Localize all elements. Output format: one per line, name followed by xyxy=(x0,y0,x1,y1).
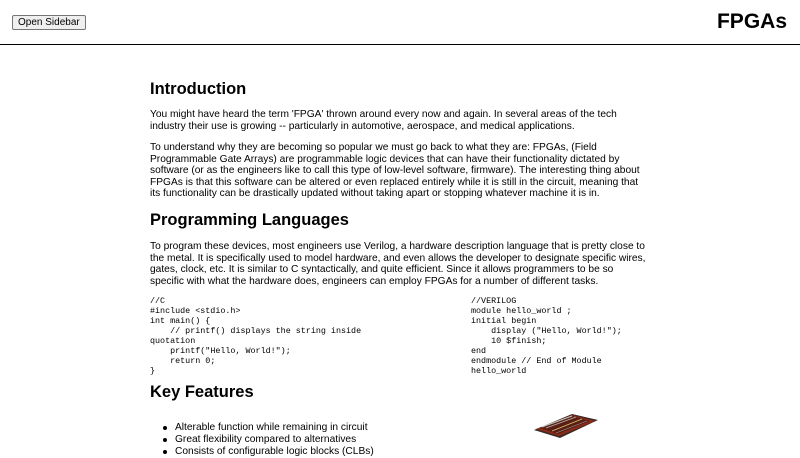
introduction-paragraph-2: To understand why they are becoming so popular we must go back to what they are: FPGAs, (Field Programmable Gate Arrays) are programmable logic devices that can have their functionality dictated by software (or as the engineers like to call this type of low-level software, firmware). The interesting thing about FPGAs is that this software can be altered or even replaced entirely while it is still in the circuit, meaning that its functionality can be drastically updated without taking apart or stopping whatever machine it is in. xyxy=(150,142,640,199)
list-item: Great flexibility compared to alternatives xyxy=(150,434,450,446)
introduction-heading: Introduction xyxy=(150,80,247,98)
top-bar xyxy=(0,0,800,45)
list-item: Alterable function while remaining in circuit xyxy=(150,422,450,434)
introduction-paragraph-1: You might have heard the term 'FPGA' thrown around every now and again. In several areas of the tech industry their use is growing -- particularly in automotive, aerospace, and medical applications. xyxy=(150,109,617,132)
open-sidebar-button[interactable]: Open Sidebar xyxy=(12,15,86,30)
key-features-heading: Key Features xyxy=(150,383,254,401)
c-code-block: //C #include <stdio.h> int main() { // printf() displays the string inside quotation printf("Hello, World!"); return 0; } xyxy=(150,296,362,376)
programming-languages-heading: Programming Languages xyxy=(150,211,349,229)
list-item: Consists of configurable logic blocks (CLBs) xyxy=(150,446,450,458)
programming-languages-paragraph: To program these devices, most engineers use Verilog, a hardware description language that is pretty close to the metal. It is specifically used to model hardware, and even allows the developer to designate specific wires, gates, clock, etc. It is similar to C syntactically, and quite efficient. Since it allows programmers to be so specific with what the hardware does, engineers can employ FPGAs for a number of different tasks. xyxy=(150,241,646,287)
verilog-code-block: //VERILOG module hello_world ; initial begin display ("Hello, World!"); 10 $finish; end endmodule // End of Module hello_world xyxy=(471,296,622,376)
key-features-list xyxy=(150,422,450,458)
page-title: FPGAs xyxy=(716,10,787,33)
fpga-board-image xyxy=(532,411,602,441)
